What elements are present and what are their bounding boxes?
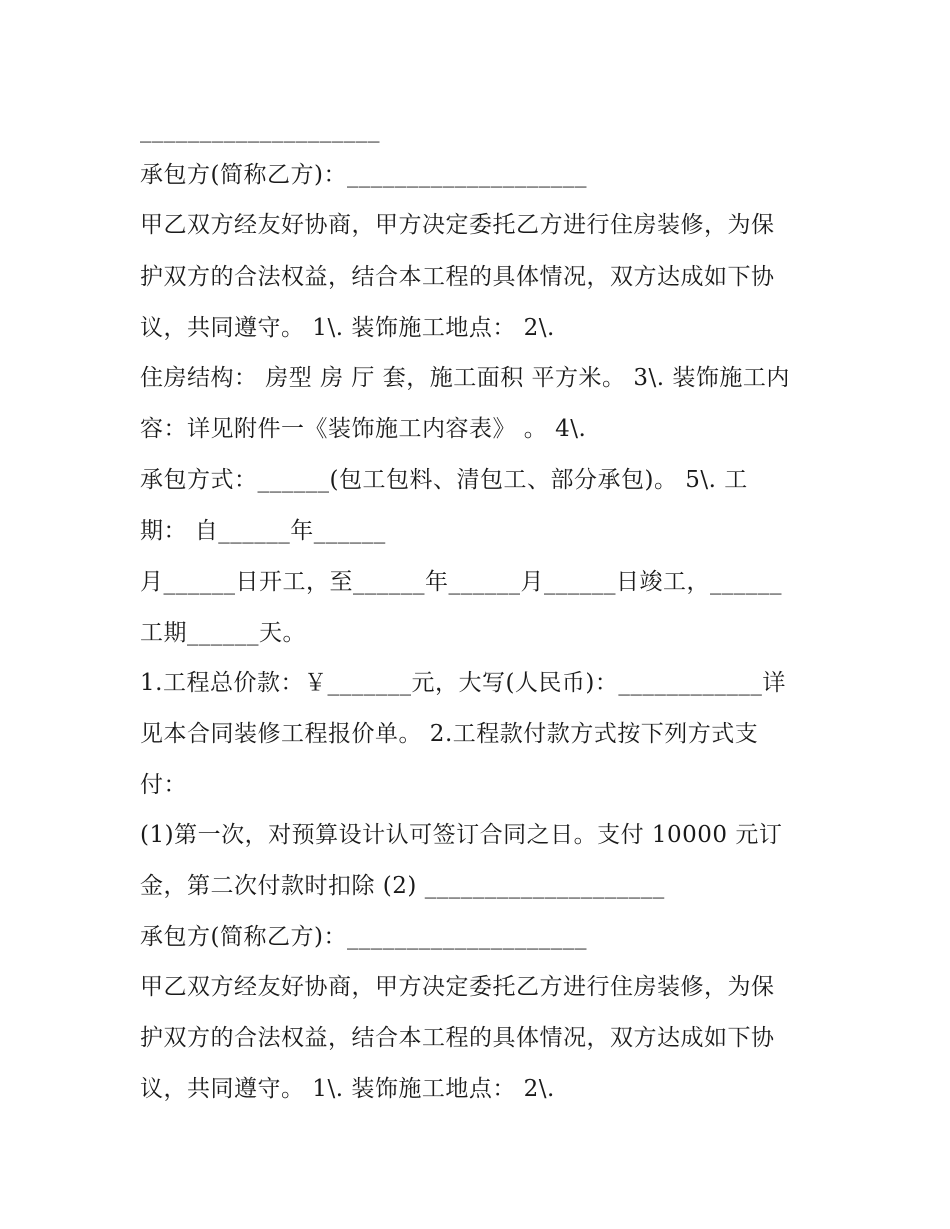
contractor-party-line: 承包方(简称乙方)：____________________ — [140, 162, 587, 188]
contractor-party-line: 承包方(简称乙方)：____________________ — [140, 924, 587, 950]
paragraph-line: 期： 自______年______ — [140, 518, 386, 544]
paragraph-line: 月______日开工，至______年______月______日竣工，______ — [140, 569, 782, 595]
paragraph-line: 护双方的合法权益，结合本工程的具体情况，双方达成如下协 — [140, 1025, 775, 1051]
paragraph-line: 护双方的合法权益，结合本工程的具体情况，双方达成如下协 — [140, 264, 775, 290]
paragraph-line: 议，共同遵守。 1\. 装饰施工地点： 2\. — [140, 315, 555, 341]
paragraph-line: 甲乙双方经友好协商，甲方决定委托乙方进行住房装修，为保 — [140, 974, 775, 1000]
paragraph-line: 议，共同遵守。 1\. 装饰施工地点： 2\. — [140, 1076, 555, 1102]
paragraph-line: 金，第二次付款时扣除 (2) ____________________ — [140, 873, 665, 899]
paragraph-line: 见本合同装修工程报价单。 2.工程款付款方式按下列方式支 — [140, 721, 759, 747]
paragraph-line: 容：详见附件一《装饰施工内容表》 。 4\. — [140, 416, 587, 442]
paragraph-line: 付： — [140, 772, 187, 798]
paragraph-line: 住房结构： 房型 房 厅 套，施工面积 平方米。 3\. 装饰施工内 — [140, 365, 790, 391]
paragraph-line: 1.工程总价款：￥_______元，大写(人民币)：____________详 — [140, 670, 786, 696]
paragraph-line: 甲乙双方经友好协商，甲方决定委托乙方进行住房装修，为保 — [140, 212, 775, 238]
paragraph-line: 工期______天。 — [140, 620, 306, 646]
blank-signature-line: ____________________ — [140, 117, 380, 143]
paragraph-line: (1)第一次，对预算设计认可签订合同之日。支付 10000 元订 — [140, 822, 783, 848]
paragraph-line: 承包方式：______(包工包料、清包工、部分承包)。 5\. 工 — [140, 467, 748, 493]
